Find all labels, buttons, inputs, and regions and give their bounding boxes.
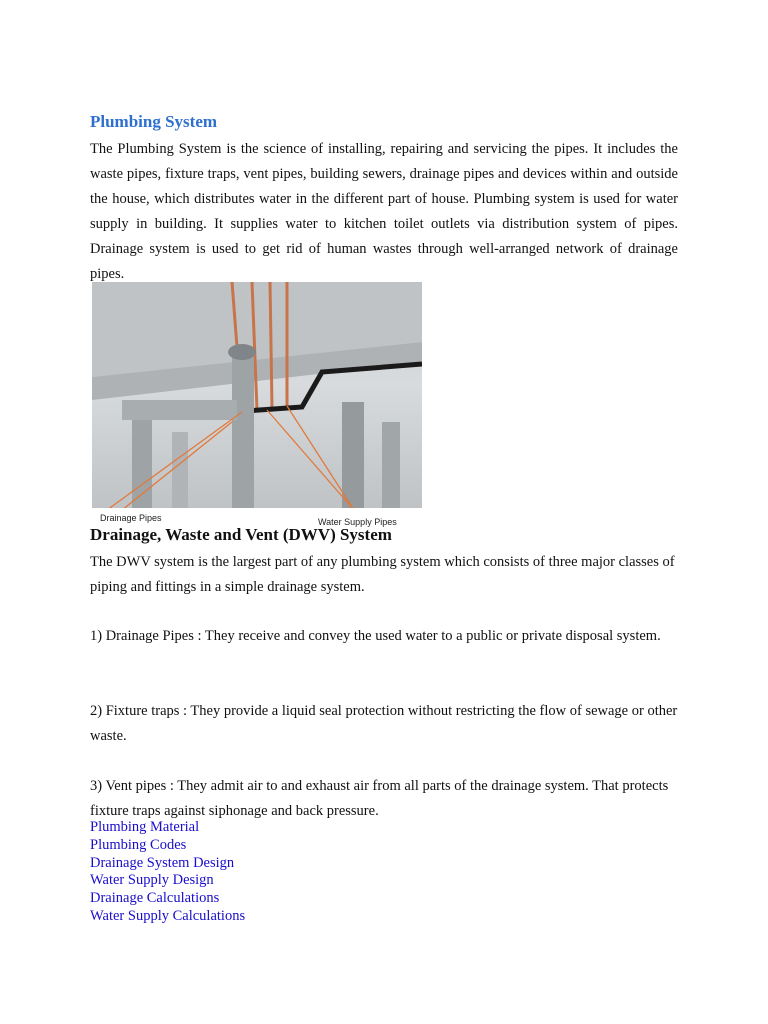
page-title: Plumbing System — [90, 112, 218, 131]
dwv-item-drainage-pipes: 1) Drainage Pipes : They receive and convey the used water to a public or private disposal system. — [90, 628, 661, 644]
plumbing-photo — [92, 282, 422, 508]
plumbing-photo-illustration — [92, 282, 422, 508]
link-water-supply-design[interactable]: Water Supply Design — [90, 872, 214, 889]
dwv-item-vent-pipes: 3) Vent pipes : They admit air to and exhaust air from all parts of the drainage system. That protects fixture traps against siphonage and back pressure. — [90, 778, 669, 819]
related-links — [90, 819, 245, 926]
link-water-supply-calculations[interactable]: Water Supply Calculations — [90, 907, 246, 924]
section-heading-dwv: Drainage, Waste and Vent (DWV) System — [90, 525, 392, 544]
intro-paragraph: The Plumbing System is the science of installing, repairing and servicing the pipes. It includes the waste pipes, fixture traps, vent pipes, building sewers, drainage pipes and devices within and outside the house, which distributes water in the different part of house. Plumbing system is used for water supply in building. It supplies water to kitchen toilet outlets via distribution system of pipes. Drainage system is used to get rid of human wastes through well-arranged network of drainage pipes. — [90, 141, 678, 282]
link-plumbing-material[interactable]: Plumbing Material — [90, 819, 200, 835]
link-plumbing-codes[interactable]: Plumbing Codes — [90, 836, 187, 853]
link-drainage-system-design[interactable]: Drainage System Design — [90, 854, 235, 871]
link-drainage-calculations[interactable]: Drainage Calculations — [90, 890, 220, 907]
dwv-intro-paragraph: The DWV system is the largest part of any plumbing system which consists of three major classes of piping and fittings in a simple drainage system. — [90, 554, 675, 595]
figure-label-water-supply: Water Supply Pipes — [318, 517, 397, 527]
figure-label-drainage: Drainage Pipes — [100, 513, 162, 523]
dwv-item-fixture-traps: 2) Fixture traps : They provide a liquid seal protection without restricting the flow of sewage or other waste. — [90, 703, 678, 744]
